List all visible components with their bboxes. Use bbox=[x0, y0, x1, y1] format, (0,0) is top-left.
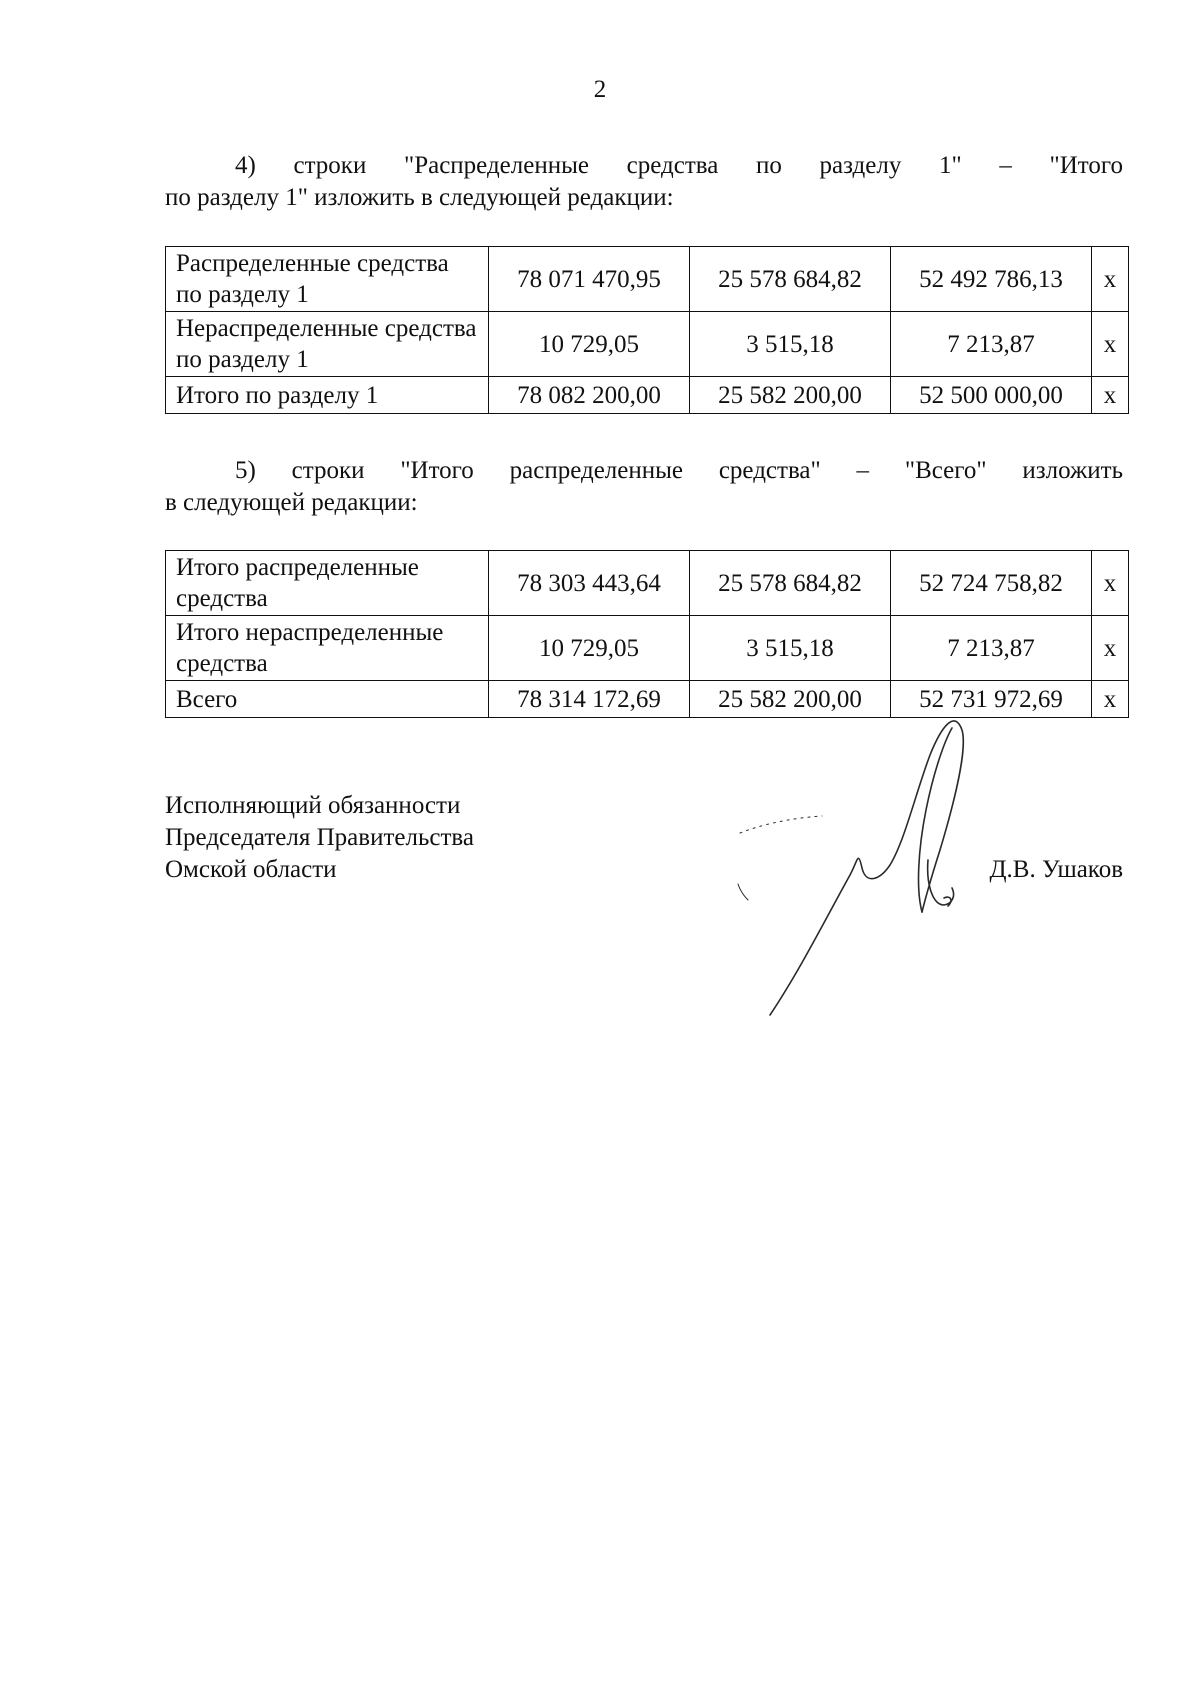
value-cell: 10 729,05 bbox=[489, 616, 690, 681]
mark-cell: x bbox=[1092, 312, 1129, 377]
mark-cell: x bbox=[1092, 551, 1129, 616]
value-cell: 78 071 470,95 bbox=[489, 247, 690, 312]
mark-cell: x bbox=[1092, 247, 1129, 312]
value-cell: 3 515,18 bbox=[690, 312, 891, 377]
row-label: Итого нераспределенные средства bbox=[166, 616, 489, 681]
paragraph-item-5 bbox=[165, 455, 1123, 519]
row-label: Итого по разделу 1 bbox=[166, 377, 489, 414]
mark-cell: x bbox=[1092, 616, 1129, 681]
signer-title-line: Председателя Правительства bbox=[165, 824, 474, 851]
row-label: Итого распределенные средства bbox=[166, 551, 489, 616]
row-label: Всего bbox=[166, 681, 489, 718]
value-cell: 7 213,87 bbox=[891, 616, 1092, 681]
value-cell: 25 582 200,00 bbox=[690, 681, 891, 718]
paragraph-4-line-2: по разделу 1" изложить в следующей редакции: bbox=[165, 184, 674, 211]
amendment-table-totals bbox=[165, 550, 1129, 718]
page-number: 2 bbox=[593, 76, 607, 103]
value-cell: 52 724 758,82 bbox=[891, 551, 1092, 616]
table-row bbox=[166, 247, 1129, 312]
value-cell: 52 492 786,13 bbox=[891, 247, 1092, 312]
value-cell: 25 578 684,82 bbox=[690, 551, 891, 616]
row-label: Нераспределенные средства по разделу 1 bbox=[166, 312, 489, 377]
value-cell: 25 578 684,82 bbox=[690, 247, 891, 312]
paragraph-5-line-1: 5) строки "Итого распределенные средства" – "Всего" изложить bbox=[235, 457, 1123, 484]
value-cell: 78 314 172,69 bbox=[489, 681, 690, 718]
signer-name: Д.В. Ушаков bbox=[989, 856, 1123, 883]
value-cell: 7 213,87 bbox=[891, 312, 1092, 377]
paragraph-4-line-1: 4) строки "Распределенные средства по разделу 1" – "Итого bbox=[235, 152, 1123, 179]
paragraph-5-line-2: в следующей редакции: bbox=[165, 489, 418, 516]
mark-cell: x bbox=[1092, 377, 1129, 414]
row-label: Распределенные средства по разделу 1 bbox=[166, 247, 489, 312]
value-cell: 10 729,05 bbox=[489, 312, 690, 377]
amendment-table-section-1 bbox=[165, 246, 1129, 414]
paragraph-item-4 bbox=[165, 150, 1123, 214]
value-cell: 78 303 443,64 bbox=[489, 551, 690, 616]
value-cell: 52 500 000,00 bbox=[891, 377, 1092, 414]
table-row bbox=[166, 312, 1129, 377]
handwritten-signature bbox=[730, 700, 1030, 1030]
signer-title-line: Омской области bbox=[165, 856, 337, 883]
value-cell: 25 582 200,00 bbox=[690, 377, 891, 414]
table-row bbox=[166, 616, 1129, 681]
signer-title bbox=[165, 790, 474, 886]
value-cell: 52 731 972,69 bbox=[891, 681, 1092, 718]
table-row bbox=[166, 551, 1129, 616]
signer-title-line: Исполняющий обязанности bbox=[165, 792, 461, 819]
value-cell: 78 082 200,00 bbox=[489, 377, 690, 414]
mark-cell: x bbox=[1092, 681, 1129, 718]
table-row bbox=[166, 377, 1129, 414]
value-cell: 3 515,18 bbox=[690, 616, 891, 681]
